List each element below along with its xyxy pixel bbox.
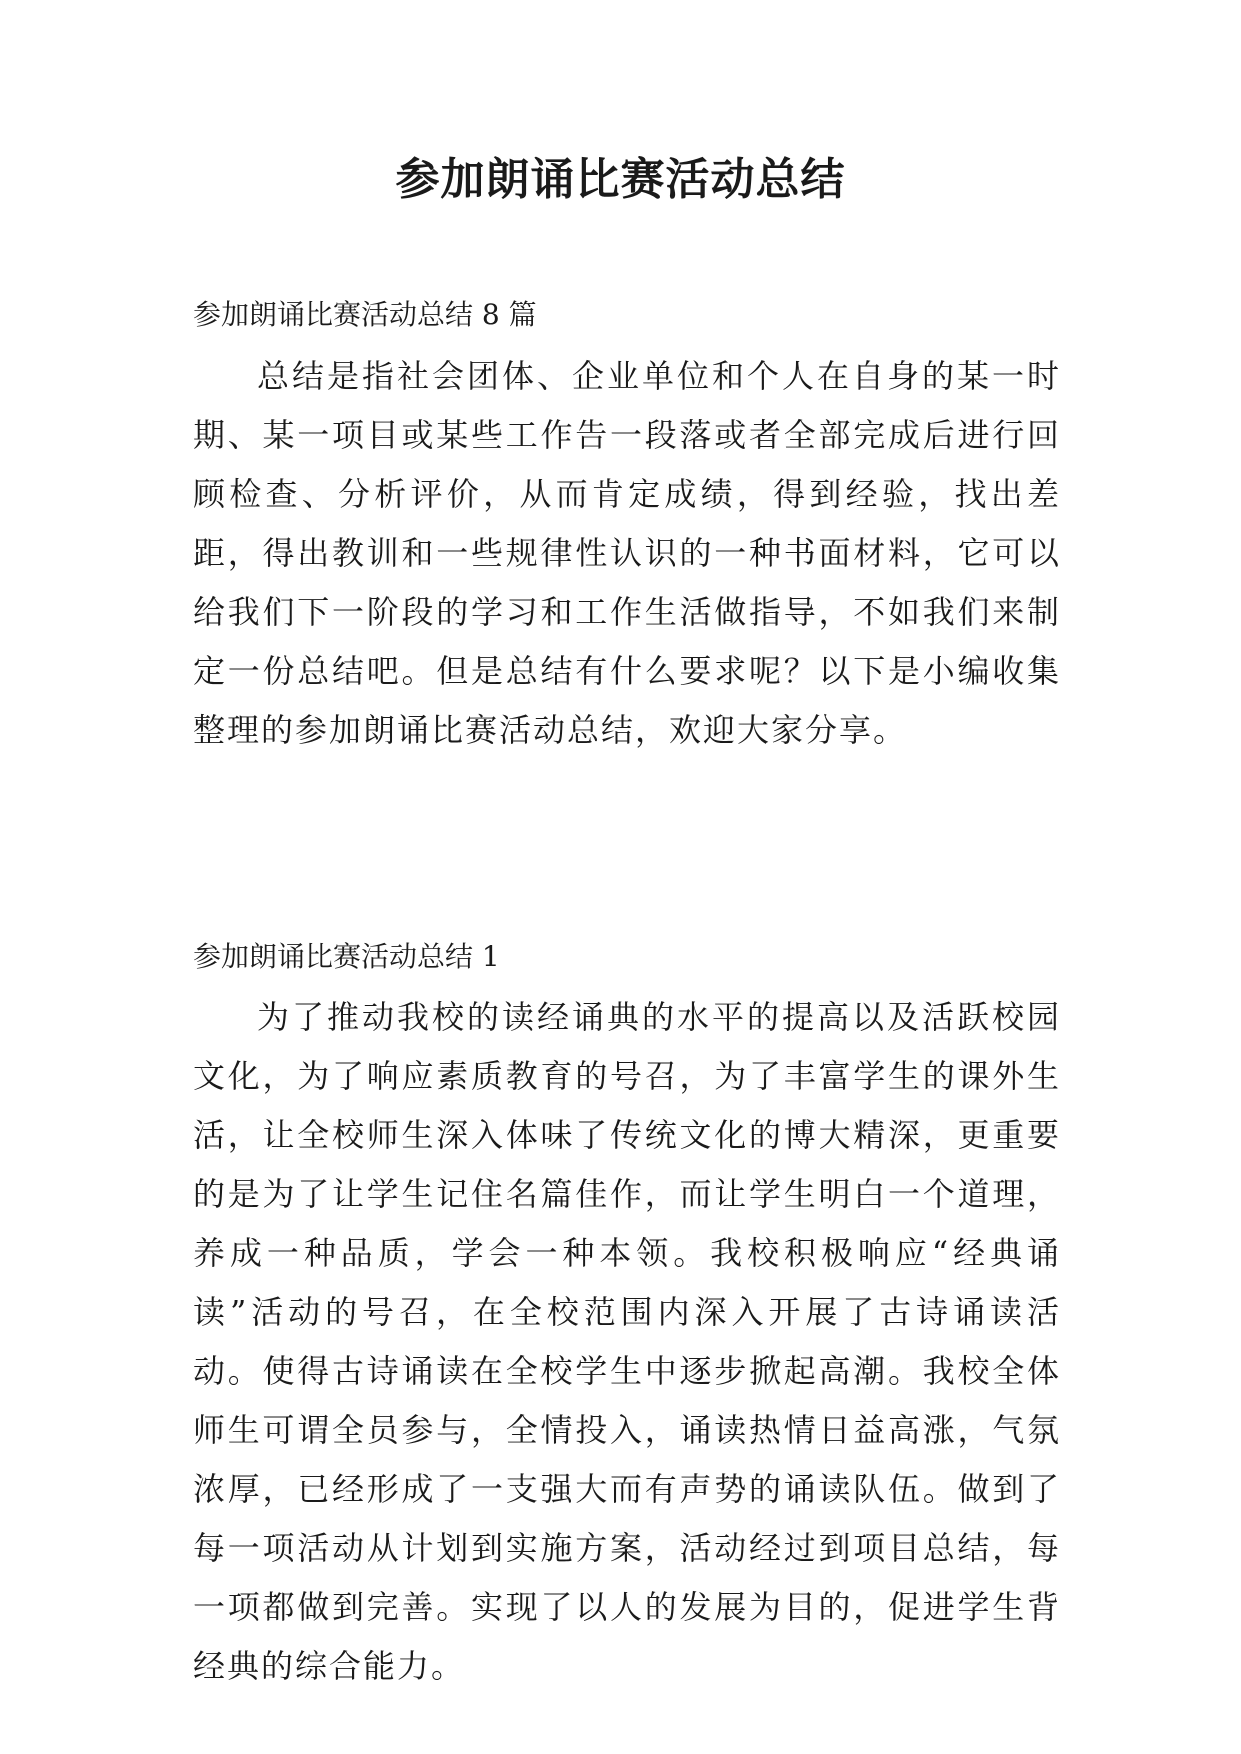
section-1-heading: 参加朗诵比赛活动总结 1 (193, 940, 500, 973)
section-1-paragraph: 为了推动我校的读经诵典的水平的提高以及活跃校园文化，为了响应素质教育的号召，为了丰富学生的课外生活，让全校师生深入体味了传统文化的博大精深，更重要的是为了让学生记住名篇佳作，而让学生明白一个道理，养成一种品质，学会一种本领。我校积极响应“经典诵读”活动的号召，在全校范围内深入开展了古诗诵读活动。使得古诗诵读在全校学生中逐步掀起高潮。我校全体师生可谓全员参与，全情投入，诵读热情日益高涨，气氛浓厚，已经形成了一支强大而有声势的诵读队伍。做到了每一项活动从计划到实施方案，活动经过到项目总结，每一项都做到完善。实现了以人的发展为目的，促进学生背经典的综合能力。 (193, 998, 1061, 1685)
intro-paragraph: 总结是指社会团体、企业单位和个人在自身的某一时期、某一项目或某些工作告一段落或者全部完成后进行回顾检查、分析评价，从而肯定成绩，得到经验，找出差距，得出教训和一些规律性认识的一种书面材料，它可以给我们下一阶段的学习和工作生活做指导，不如我们来制定一份总结吧。但是总结有什么要求呢？以下是小编收集整理的参加朗诵比赛活动总结，欢迎大家分享。 (193, 357, 1061, 749)
document-title: 参加朗诵比赛活动总结 (395, 154, 846, 205)
document-subtitle: 参加朗诵比赛活动总结 8 篇 (193, 298, 537, 331)
